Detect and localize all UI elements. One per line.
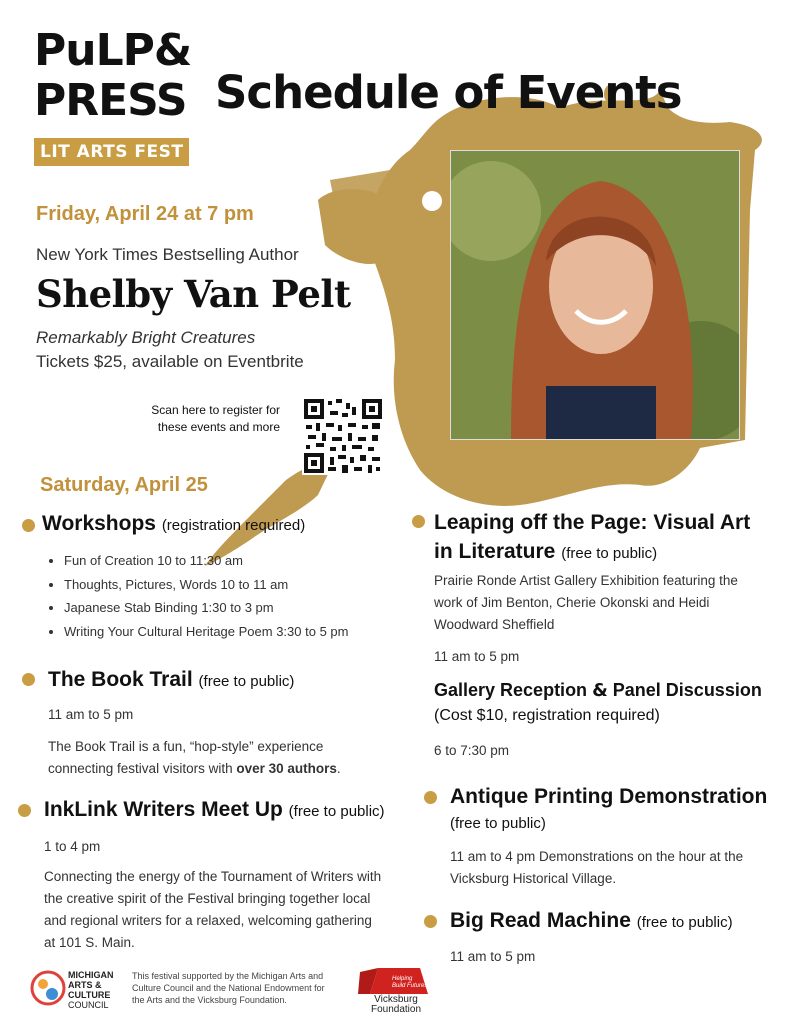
book-trail-title: The Book Trail [48,668,193,691]
vicksburg-tagline [392,976,427,990]
list-item: • Fun of Creation 10 to 11:30 am [64,549,434,573]
antique-desc-line1: 11 am to 4 pm Demonstrations on the hour at the [450,849,744,864]
author-photo [450,150,740,440]
vicksburg-name-line1: Vicksburg [374,994,418,1005]
leaping-desc-line: work of Jim Benton, Cherie Okonski and Heidi [434,595,710,610]
workshops-title: Workshops [42,512,156,535]
bigread-time: 11 am to 5 pm [450,949,536,964]
logo-press: PRESS [34,75,187,126]
antique-desc-line2: Vicksburg Historical Village. [450,871,617,886]
inklink-note: (free to public) [288,803,385,820]
book-trail-desc-line2 [48,758,408,780]
book-trail-desc-pre: connecting festival visitors with [48,761,237,776]
qr-caption-line2: these events and more [157,420,280,434]
vicksburg-name [366,995,426,1015]
vicksburg-name-line2: Foundation [370,1004,422,1015]
support-statement [132,970,352,1006]
vicksburg-tagline-line2: Build Futures [392,983,428,989]
antique-desc [450,846,780,890]
book-trail-heading [48,668,294,692]
friday-date: Friday, April 24 at 7 pm [36,203,254,225]
gallery-cost: (Cost $10, registration required) [434,707,660,724]
saturday-date: Saturday, April 25 [40,474,208,496]
leaping-desc [434,570,774,636]
inklink-desc-line: Connecting the energy of the Tournament of Writers with [44,869,382,884]
macc-line: COUNCIL [68,1000,109,1010]
list-item: • Writing Your Cultural Heritage Poem 3:30 to 5 pm [64,620,434,644]
workshops-list [44,549,434,643]
workshops-bullet-icon [22,519,35,532]
inklink-time: 1 to 4 pm [44,839,101,854]
workshops-heading [42,512,305,536]
leaping-title-line2 [434,537,774,568]
inklink-desc-line: at 101 S. Main. [44,935,135,950]
ampersand: & [592,680,608,701]
page-title: Schedule of Events [215,66,682,119]
leaping-desc-line: Prairie Ronde Artist Gallery Exhibition featuring the [434,573,738,588]
macc-line: ARTS & [68,980,102,990]
book-trail-desc-line1: The Book Trail is a fun, “hop-style” experience [48,739,324,754]
support-line: Culture Council and the National Endowment for [132,983,325,993]
macc-line: CULTURE [68,990,111,1000]
inklink-title: InkLink Writers Meet Up [44,798,283,821]
logo-pulp: PuLP& [34,25,192,76]
antique-bullet-icon [424,791,437,804]
book-title: Remarkably Bright Creatures [36,328,256,347]
antique-title: Antique Printing Demonstration [450,785,768,808]
list-item: • Japanese Stab Binding 1:30 to 3 pm [64,596,434,620]
book-trail-desc [48,736,408,780]
leaping-desc-line: Woodward Sheffield [434,617,555,632]
author-tagline: New York Times Bestselling Author [36,245,299,264]
qr-caption [120,402,280,436]
inklink-heading [44,798,385,822]
inklink-bullet-icon [18,804,31,817]
macc-line: MICHIGAN [68,970,114,980]
leaping-bullet-icon [412,515,425,528]
ticket-info: Tickets $25, available on Eventbrite [36,352,304,371]
leaping-title-line2-text: in Literature [434,540,556,563]
support-line: This festival supported by the Michigan Arts and [132,971,324,981]
antique-heading [450,785,767,809]
bigread-title: Big Read Machine [450,909,631,932]
author-portrait-image [451,151,739,439]
leaping-title-line1: Leaping off the Page: Visual Art [434,511,751,534]
book-trail-time: 11 am to 5 pm [48,707,134,722]
leaping-time: 11 am to 5 pm [434,649,520,664]
author-name: Shelby Van Pelt [36,272,351,316]
logo-badge: LIT ARTS FEST [34,138,189,166]
gallery-title-pre: Gallery Reception [434,680,593,700]
workshops-note: (registration required) [161,517,306,534]
bigread-bullet-icon [424,915,437,928]
bigread-heading [450,909,733,933]
list-item: • Thoughts, Pictures, Words 10 to 11 am [64,573,434,597]
qr-caption-line1: Scan here to register for [151,403,280,417]
leaping-note: (free to public) [561,545,658,562]
inklink-desc-line: the creative spirit of the Festival bringing together local [44,891,371,906]
bigread-note: (free to public) [636,914,733,931]
inklink-desc-line: and regional writers for a relaxed, welcoming gathering [44,913,372,928]
gallery-heading [434,680,762,701]
antique-note: (free to public) [450,815,546,832]
qr-code[interactable] [302,397,384,475]
inklink-desc [44,866,414,954]
gallery-title-post: Panel Discussion [607,680,762,700]
gallery-time: 6 to 7:30 pm [434,743,510,758]
support-line: the Arts and the Vicksburg Foundation. [132,995,287,1005]
vicksburg-tagline-line1: Helping [392,976,413,982]
book-trail-note: (free to public) [198,673,295,690]
book-trail-bullet-icon [22,673,35,686]
book-trail-desc-bold: over 30 authors [236,761,337,776]
leaping-heading [434,508,774,568]
macc-name [68,970,114,1010]
macc-logo-icon [30,968,66,1008]
book-trail-desc-post: . [336,761,341,776]
